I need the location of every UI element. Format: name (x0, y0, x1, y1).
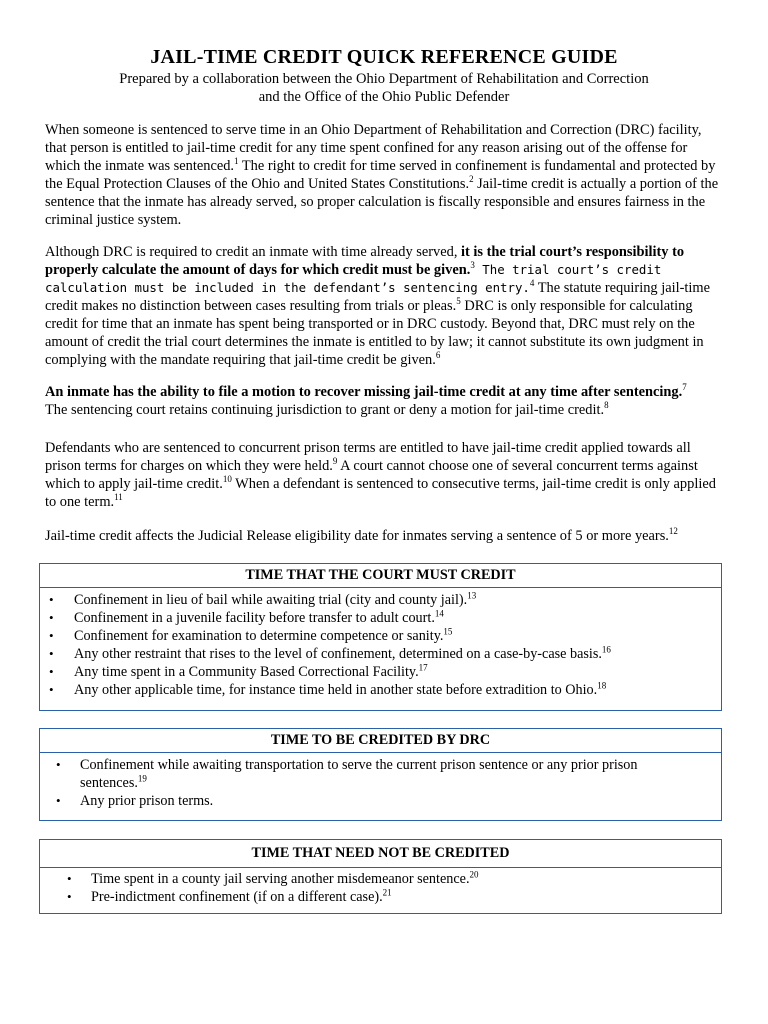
footnote-ref: 8 (604, 400, 609, 411)
list-item-text: Any other applicable time, for instance time held in another state before extradition to Ohio. (74, 682, 598, 698)
list-item (40, 756, 721, 792)
list-item (40, 645, 721, 663)
footnote-ref: 15 (443, 626, 453, 637)
footnote-ref: 12 (668, 526, 678, 537)
footnote-ref: 2 (469, 174, 474, 185)
bullet-icon: • (49, 646, 54, 661)
footnote-ref: 20 (469, 869, 479, 880)
para2-sans-text: The trial court’s credit calculation must be included in the defendant’s sentencing entry. (45, 262, 662, 295)
para3-text: The sentencing court retains continuing jurisdiction to grant or deny a motion for jail-time credit. (45, 402, 605, 418)
list-item-text: Any other restraint that rises to the level of confinement, determined on a case-by-case basis. (74, 646, 602, 662)
para2-text-c: DRC is only responsible for calculating credit for time that an inmate has spent being transported or in DRC custody. Beyond that, DRC must rely on the amount of credit the trial court determines the inmate is entitled to by law; it cannot substitute its own judgment in complying with the mandate requiring that jail-time credit be given. (45, 298, 704, 368)
footnote-ref: 13 (467, 590, 477, 601)
list-item (40, 870, 721, 888)
para3-bold-statement: An inmate has the ability to file a motion to recover missing jail-time credit at any time after sentencing. (45, 384, 683, 400)
footnote-ref: 1 (234, 156, 239, 167)
footnote-ref: 16 (601, 644, 611, 655)
drc-credit-header: TIME TO BE CREDITED BY DRC (40, 729, 721, 753)
footnote-ref: 18 (597, 680, 607, 691)
footnote-ref: 4 (529, 278, 535, 289)
bullet-icon: • (56, 757, 61, 772)
list-item-text: Confinement in a juvenile facility before transfer to adult court. (74, 610, 435, 626)
need-not-credit-header: TIME THAT NEED NOT BE CREDITED (40, 840, 721, 868)
list-item (40, 609, 721, 627)
footnote-ref: 11 (114, 492, 123, 503)
drc-credit-list (40, 753, 721, 810)
list-item-text: Any prior prison terms. (80, 793, 214, 809)
bullet-icon: • (49, 610, 54, 625)
bullet-icon: • (49, 628, 54, 643)
bullet-icon: • (67, 871, 72, 886)
footnote-ref: 7 (682, 382, 687, 393)
para2-bold-statement: it is the trial court’s responsibility to properly calculate the amount of days for which credit must be given. (45, 244, 685, 278)
footnote-ref: 17 (418, 662, 428, 673)
concurrent-terms-paragraph (45, 439, 725, 511)
para4-text-c: When a defendant is sentenced to consecutive terms, jail-time credit is only applied to one term. (45, 476, 716, 510)
footnote-ref: 6 (435, 350, 441, 361)
court-must-credit-list (40, 588, 721, 699)
footnote-ref: 5 (456, 296, 461, 307)
bullet-icon: • (67, 889, 72, 904)
bullet-icon: • (49, 592, 54, 607)
list-item (40, 681, 721, 699)
list-item-text: Any time spent in a Community Based Correctional Facility. (74, 664, 419, 680)
bullet-icon: • (49, 664, 54, 679)
need-not-credit-box (39, 839, 722, 914)
list-item (40, 591, 721, 609)
para1-text-c: Jail-time credit is actually a portion of the sentence that the inmate has already served, so proper calculation is fiscally responsible and ensures fairness in the criminal justice system. (45, 176, 719, 228)
bullet-icon: • (56, 793, 61, 808)
footnote-ref: 19 (137, 773, 147, 784)
list-item (40, 663, 721, 681)
list-item-text: Time spent in a county jail serving another misdemeanor sentence. (91, 871, 470, 887)
motion-paragraph (45, 383, 725, 419)
bullet-icon: • (49, 682, 54, 697)
subtitle-line-1: Prepared by a collaboration between the Ohio Department of Rehabilitation and Correction (119, 71, 649, 87)
list-item (40, 888, 721, 906)
judicial-release-paragraph (45, 527, 725, 545)
list-item-text: Confinement for examination to determine competence or sanity. (74, 628, 444, 644)
list-item-text: Confinement in lieu of bail while awaiting trial (city and county jail). (74, 592, 468, 608)
footnote-ref: 14 (434, 608, 444, 619)
list-item (40, 627, 721, 645)
list-item-text: Confinement while awaiting transportation to serve the current prison sentence or any prior prison sentences. (80, 757, 638, 791)
court-must-credit-box (39, 563, 722, 711)
need-not-credit-list (40, 868, 721, 906)
court-must-credit-header: TIME THAT THE COURT MUST CREDIT (40, 564, 721, 588)
drc-credit-box (39, 728, 722, 821)
para1-text-a: When someone is sentenced to serve time in an Ohio Department of Rehabilitation and Correction (DRC) facility, that person is entitled to jail-time credit for any time spent confined for any reason arising out of the offense for which the inmate was sentenced. (45, 122, 702, 174)
subtitle-line-2: and the Office of the Ohio Public Defender (258, 89, 510, 105)
list-item (40, 792, 721, 810)
footnote-ref: 9 (332, 456, 338, 467)
para2-text-b: The statute requiring jail-time credit makes no distinction between cases resulting from trials or pleas. (45, 280, 710, 314)
para4-text-b: A court cannot choose one of several concurrent terms against which to apply jail-time credit. (45, 458, 698, 492)
list-item-text: Pre-indictment confinement (if on a different case). (91, 889, 383, 905)
intro-paragraph (45, 121, 725, 229)
footnote-ref: 10 (222, 474, 232, 485)
para1-text-b: The right to credit for time served in confinement is fundamental and protected by the Equal Protection Clauses of the Ohio and United States Constitutions. (45, 158, 716, 192)
footnote-ref: 3 (470, 260, 475, 271)
trial-court-paragraph (45, 243, 725, 369)
footnote-ref: 21 (382, 887, 392, 898)
page-title: JAIL-TIME CREDIT QUICK REFERENCE GUIDE (150, 46, 618, 68)
para5-text: Jail-time credit affects the Judicial Release eligibility date for inmates serving a sentence of 5 or more years. (45, 528, 669, 544)
para4-text-a: Defendants who are sentenced to concurrent prison terms are entitled to have jail-time credit applied towards all prison terms for charges on which they were held. (45, 440, 691, 474)
para2-text-a: Although DRC is required to credit an inmate with time already served, (45, 244, 462, 260)
